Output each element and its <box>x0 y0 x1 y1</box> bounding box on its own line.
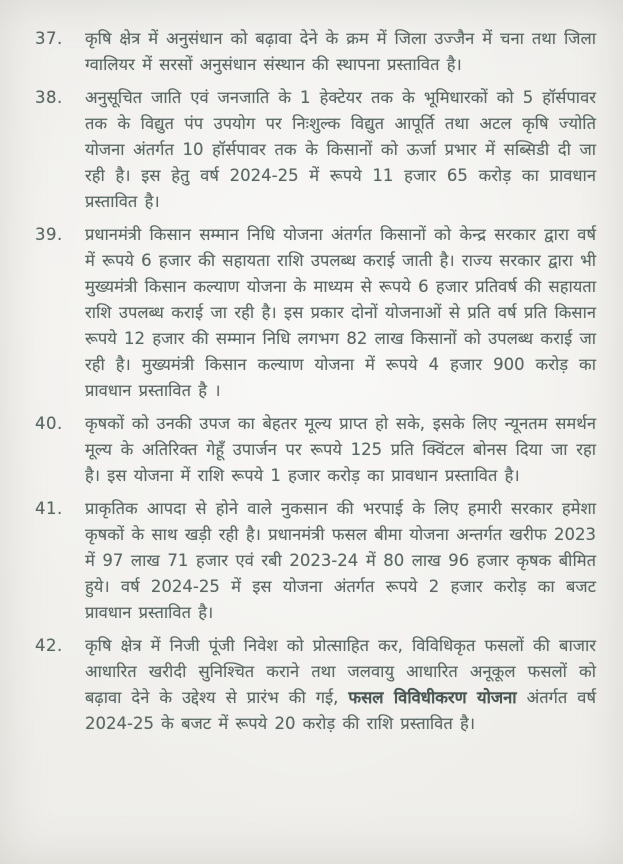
item-text <box>85 633 596 737</box>
list-item <box>35 85 596 215</box>
list-item <box>35 411 596 489</box>
item-text-bold-segment: फसल विविधीकरण योजना <box>348 688 517 707</box>
item-text <box>85 26 596 78</box>
item-text <box>85 222 596 404</box>
item-text <box>85 496 596 626</box>
item-text-segment: कृषि क्षेत्र में अनुसंधान को बढ़ावा देने के क्रम में जिला उज्जैन में चना तथा जिला ग्वालियर में सरसों अनुसंधान संस्थान की स्थापना प्रस्तावित है। <box>85 29 596 74</box>
item-text-segment: अनुसूचित जाति एवं जनजाति के 1 हेक्टेयर तक के भूमिधारकों को 5 हॉर्सपावर तक के विद्युत पंप उपयोग पर निःशुल्क विद्युत आपूर्ति तथा अटल कृषि ज्योति योजना अंतर्गत 10 हॉर्सपावर तक के किसानों को ऊर्जा प्रभार में सब्सिडी दी जा रही है। इस हेतु वर्ष 2024-25 में रूपये 11 हजार 65 करोड़ का प्रावधान प्रस्तावित है। <box>85 88 596 211</box>
item-text-segment: अंतर्गत वर्ष 2024-25 के बजट में रूपये 20 करोड़ की राशि प्रस्तावित है। <box>85 688 596 733</box>
item-number: 42. <box>35 636 63 655</box>
list-item <box>35 496 596 626</box>
item-text-segment: कृषकों को उनकी उपज का बेहतर मूल्य प्राप्त हो सके, इसके लिए न्यूनतम समर्थन मूल्य के अतिरिक्त गेहूँ उपार्जन पर रूपये 125 प्रति क्विंटल बोनस दिया जा रहा है। इस योजना में राशि रूपये 1 हजार करोड़ का प्रावधान प्रस्तावित है। <box>85 414 596 485</box>
item-number: 41. <box>35 499 63 518</box>
item-text <box>85 85 596 215</box>
item-number: 38. <box>35 88 63 107</box>
list-item <box>35 222 596 404</box>
item-number: 40. <box>35 414 63 433</box>
numbered-paragraph-list <box>35 26 596 737</box>
list-item <box>35 633 596 737</box>
item-text-segment: कृषि क्षेत्र में निजी पूंजी निवेश को प्रोत्साहित कर, विविधिकृत फसलों की बाजार आधारित खरीदी सुनिश्चित कराने तथा जलवायु आधारित अनूकूल फसलों को बढ़ावा देने के उद्देश्य से प्रारंभ की गई, <box>85 636 596 707</box>
item-number: 37. <box>35 29 63 48</box>
item-number: 39. <box>35 225 63 244</box>
list-item <box>35 26 596 78</box>
item-text <box>85 411 596 489</box>
item-text-segment: प्राकृतिक आपदा से होने वाले नुकसान की भरपाई के लिए हमारी सरकार हमेशा कृषकों के साथ खड़ी रही है। प्रधानमंत्री फसल बीमा योजना अन्तर्गत खरीफ 2023 में 97 लाख 71 हजार एवं रबी 2023-24 में 80 लाख 96 हजार कृषक बीमित हुये। वर्ष 2024-25 में इस योजना अंतर्गत रूपये 2 हजार करोड़ का बजट प्रावधान प्रस्तावित है। <box>85 499 596 622</box>
item-text-segment: प्रधानमंत्री किसान सम्मान निधि योजना अंतर्गत किसानों को केन्द्र सरकार द्वारा वर्ष में रूपये 6 हजार की सहायता राशि उपलब्ध कराई जाती है। राज्य सरकार द्वारा भी मुख्यमंत्री किसान कल्याण योजना के माध्यम से रूपये 6 हजार प्रतिवर्ष की सहायता राशि उपलब्ध कराई जा रही है। इस प्रकार दोनों योजनाओं से प्रति वर्ष प्रति किसान रूपये 12 हजार की सम्मान निधि लगभग 82 लाख किसानों को उपलब्ध कराई जा रही है। मुख्यमंत्री किसान कल्याण योजना में रूपये 4 हजार 900 करोड़ का प्रावधान प्रस्तावित है । <box>85 225 596 400</box>
